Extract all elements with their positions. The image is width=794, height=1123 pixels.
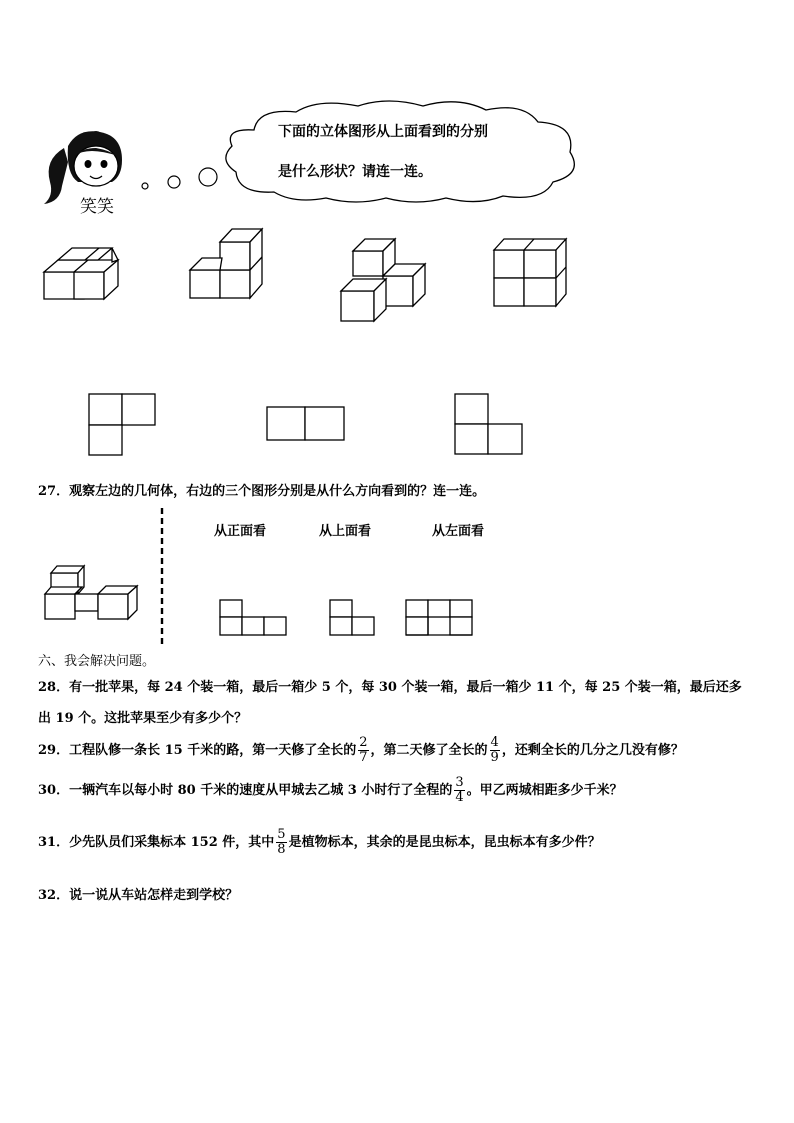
question-28-line-2: 出 19 个。这批苹果至少有多少个？ bbox=[38, 711, 248, 726]
q27-figures bbox=[0, 500, 794, 650]
solid-figures-row bbox=[0, 0, 794, 340]
girl-name: 笑笑 bbox=[80, 197, 114, 217]
q27-view-c bbox=[406, 600, 472, 635]
question-29 bbox=[38, 736, 684, 765]
label-from-left: 从左面看 bbox=[432, 524, 485, 539]
cloud-line-2: 是什么形状？请连一连。 bbox=[278, 164, 432, 180]
cloud-line-1: 下面的立体图形从上面看到的分别 bbox=[278, 124, 488, 140]
question-32: 32．说一说从车站怎样走到学校？ bbox=[38, 888, 239, 903]
fraction-5-8: $\frac{5}{8}$ bbox=[277, 827, 286, 857]
label-from-front: 从正面看 bbox=[214, 524, 267, 539]
question-29-part-3: ，还剩全长的几分之几没有修？ bbox=[501, 743, 684, 758]
question-28-line-1: 28．有一批苹果，每 24 个装一箱，最后一箱少 5 个，每 30 个装一箱，最后一箱少 11 个，每 25 个装一箱，最后还多 bbox=[38, 680, 742, 695]
question-31-part-2: 是植物标本，其余的是昆虫标本，昆虫标本有多少件？ bbox=[288, 835, 601, 850]
question-29-part-2: ，第二天修了全长的 bbox=[370, 743, 488, 758]
section-6-title: 六、我会解决问题。 bbox=[38, 654, 156, 669]
question-31 bbox=[38, 828, 601, 857]
top-view-shape-3 bbox=[455, 394, 522, 454]
question-27: 27．观察左边的几何体，右边的三个图形分别是从什么方向看到的？连一连。 bbox=[38, 484, 486, 499]
solid-figure-3 bbox=[341, 239, 425, 321]
top-view-shape-1 bbox=[89, 394, 155, 455]
solid-figure-1 bbox=[44, 248, 118, 299]
solid-figure-4 bbox=[494, 239, 566, 306]
top-view-shape-2 bbox=[267, 407, 344, 440]
solid-figure-2 bbox=[190, 229, 262, 298]
fraction-3-4: $\frac{3}{4}$ bbox=[455, 775, 464, 805]
top-view-shapes-row bbox=[0, 380, 794, 460]
q27-view-b bbox=[330, 600, 374, 635]
question-31-part-1: 31．少先队员们采集标本 152 件，其中 bbox=[38, 835, 275, 850]
question-30-part-1: 30．一辆汽车以每小时 80 千米的速度从甲城去乙城 3 小时行了全程的 bbox=[38, 783, 453, 798]
question-29-part-1: 29．工程队修一条长 15 千米的路，第一天修了全长的 bbox=[38, 743, 357, 758]
label-from-top: 从上面看 bbox=[319, 524, 372, 539]
question-30 bbox=[38, 776, 623, 805]
question-30-part-2: 。甲乙两城相距多少千米？ bbox=[466, 783, 623, 798]
q27-solid bbox=[45, 566, 137, 619]
fraction-2-7: $\frac{2}{7}$ bbox=[359, 735, 368, 765]
fraction-4-9: $\frac{4}{9}$ bbox=[490, 735, 499, 765]
q27-view-a bbox=[220, 600, 286, 635]
